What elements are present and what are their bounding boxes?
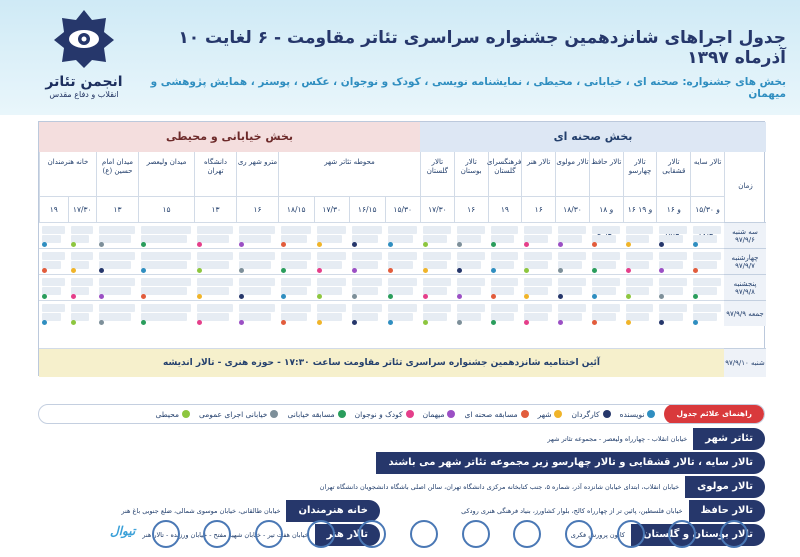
time-cell: ۱۷/۳۰ [420,196,454,222]
category-dot [71,268,76,273]
venue-header-street: میدان ولیعصر [138,152,194,196]
venue-header-street: خانه هنرمندان [39,152,96,196]
venue-address: خیابان طالقانی، خیابان موسوی شمالی، ضلع جنوبی باغ هنر [121,507,281,515]
performance-cell [626,278,654,286]
legend-marker-icon [603,410,611,418]
venue-row [35,476,765,498]
category-dot [491,294,496,299]
performance-cell [659,252,687,260]
performance-cell [281,226,311,234]
category-dot [423,242,428,247]
performance-cell [352,226,382,234]
category-dot [281,242,286,247]
performance-cell [99,252,135,260]
category-dot [239,242,244,247]
tiwall-logo: تیوال [110,524,136,538]
time-cell: ۱۶ [521,196,555,222]
performance-cell [592,304,620,312]
category-dot [71,320,76,325]
time-cell: ۱۵/۳۰ [385,196,421,222]
category-dot [281,268,286,273]
performance-cell [197,235,229,243]
time-label: زمان [724,152,766,222]
performance-cell [592,226,620,234]
performance-cell [317,252,347,260]
category-dot [352,242,357,247]
performance-cell [197,252,233,260]
venue-name: تئاتر شهر [693,428,765,450]
performance-cell [388,226,418,234]
sponsor-logo-icon [668,520,696,548]
category-dot [239,294,244,299]
category-dot [197,242,202,247]
venue-header-stage: فرهنگسرای گلستان [488,152,522,196]
performance-cell [141,235,187,243]
venue-address: خیابان انقلاب - چهارراه ولیعصر - مجموعه تئاتر شهر [547,435,688,443]
venue-header-street: میدان امام حسین (ع) [96,152,138,196]
category-dot [71,294,76,299]
day-label: شنبه ۹۷/۹/۱۰ [724,348,766,377]
category-dot [352,268,357,273]
performance-cell [693,304,721,312]
venue-name: تالار بوستان و گلستان [631,524,765,546]
time-cell: ۱۸ و [589,196,623,222]
legend-title: راهنمای علائم جدول [664,404,764,424]
performance-cell [239,278,275,286]
category-dot [388,294,393,299]
category-dot [42,294,47,299]
performance-cell [659,278,687,286]
day-label: سه شنبه ۹۷/۹/۶ [724,222,766,248]
page-title: جدول اجراهای شانزدهمین جشنواره سراسری تئاتر مقاومت - ۶ لغایت ۱۰ آذرماه ۱۳۹۷ [178,28,786,68]
category-dot [423,268,428,273]
performance-cell [558,278,586,286]
category-dot [239,268,244,273]
time-cell: ۱۶ [454,196,488,222]
legend-label: نویسنده [619,409,645,419]
category-dot [317,268,322,273]
time-cell: ۱۶ و [656,196,690,222]
category-dot [592,268,597,273]
performance-cell [457,226,485,234]
category-dot [239,320,244,325]
schedule-table [38,121,765,376]
category-dot [197,320,202,325]
performance-cell [281,278,311,286]
category-dot [491,242,496,247]
performance-cell [388,278,418,286]
performance-cell [197,278,233,286]
performance-cell [141,226,191,234]
legend-marker-icon [447,410,455,418]
venue-header-street: مترو شهر ری [236,152,278,196]
category-dot [352,294,357,299]
legend-item [423,410,456,419]
performance-cell [558,252,586,260]
performance-cell [99,287,131,295]
performance-cell [491,252,519,260]
theatre-emblem-icon [52,8,116,68]
time-cell: ۱۷/۳۰ [314,196,350,222]
venue-name: تالار مولوی [685,476,765,498]
performance-cell [423,278,451,286]
time-cell: ۱۵/۳۰ و [690,196,724,222]
legend-label: کودک و نوجوان [354,409,403,419]
performance-cell [99,278,135,286]
legend-marker-icon [521,410,529,418]
venue-address: کانون پرورش فکری [570,531,625,539]
time-cell: ۱۸/۳۰ [555,196,589,222]
legend-item [464,410,528,419]
performance-cell [99,313,131,321]
legend-label: میهمان [422,409,445,419]
performance-cell [423,252,451,260]
legend-item [538,410,563,419]
performance-cell [491,226,519,234]
category-dot [317,320,322,325]
legend-marker-icon [270,410,278,418]
sponsor-logo-icon [203,520,231,548]
performance-cell [693,226,721,234]
legend-item [620,410,656,419]
category-dot [457,320,462,325]
legend-label: خیابانی اجرای عمومی [199,409,268,419]
legend-item [155,410,190,419]
performance-cell [141,278,191,286]
sponsor-logo-icon [462,520,490,548]
legend-label: کارگردان [571,409,600,419]
venue-header-stage: تالار حافظ [589,152,623,196]
performance-cell [71,304,94,312]
category-dot [592,242,597,247]
legend-label: مسابقه صحنه ای [464,409,518,419]
legend-marker-icon [338,410,346,418]
category-dot [71,242,76,247]
venue-header-street: محوطه تئاتر شهر [278,152,420,196]
org-name: انجمن تئاتر [45,74,123,90]
sponsor-logo-icon [513,520,541,548]
venue-row [385,428,765,450]
group-street-header: بخش خیابانی و محیطی [39,122,420,152]
performance-cell [281,252,311,260]
header-banner [0,0,800,115]
category-dot [626,268,631,273]
legend-marker-icon [647,410,655,418]
time-cell: ۱۵ [138,196,194,222]
sponsor-logo-icon [565,520,593,548]
category-dot [197,294,202,299]
category-dot [42,320,47,325]
venue-header-stage: تالار هنر [521,152,555,196]
performance-cell [317,278,347,286]
performance-cell [99,235,131,243]
performance-cell [317,226,347,234]
performance-cell [352,252,382,260]
performance-cell [281,304,311,312]
performance-cell [558,304,586,312]
performance-cell [524,252,552,260]
venue-name: تالار حافظ [689,500,765,522]
category-dot [99,242,104,247]
performance-cell [42,252,65,260]
festival-sections: بخش های جشنواره: صحنه ای ، خیابانی ، محیطی ، نمایشنامه نویسی ، کودک و نوجوان ، عکس ، پوستر ، همایش پژوهشی و میهمان [150,76,786,100]
performance-cell [352,278,382,286]
performance-cell [99,304,135,312]
performance-cell [71,226,94,234]
venue-header-stage: تالار سایه [690,152,724,196]
closing-ceremony-row: آئین اختتامیه شانزدهمین جشنواره سراسری تئاتر مقاومت ساعت ۱۷:۳۰ - حوزه هنری - تالار اندیشه [39,348,724,377]
performance-cell [693,278,721,286]
sponsor-logo-icon [152,520,180,548]
category-dot [141,294,146,299]
performance-cell [524,226,552,234]
performance-cell [197,304,233,312]
performance-cell [71,278,94,286]
performance-cell [491,278,519,286]
category-dot [141,320,146,325]
performance-cell [388,304,418,312]
category-dot [626,242,631,247]
day-label: چهارشنبه ۹۷/۹/۷ [724,248,766,274]
performance-cell [317,304,347,312]
legend-marker-icon [182,410,190,418]
performance-cell [659,226,687,234]
category-dot [457,294,462,299]
category-dot [42,268,47,273]
category-dot [197,268,202,273]
performance-cell [659,304,687,312]
category-dot [423,294,428,299]
time-cell: ۱۹ [488,196,522,222]
time-cell: ۱۶ [236,196,278,222]
performance-cell [693,252,721,260]
category-dot [99,294,104,299]
venue-header-stage: تالار گلستان [420,152,454,196]
category-dot [281,294,286,299]
category-dot [352,320,357,325]
performance-cell [141,287,187,295]
performance-cell [626,304,654,312]
category-dot [141,242,146,247]
performance-cell [524,304,552,312]
time-cell: ۱۸/۱۵ [278,196,314,222]
category-dot [592,294,597,299]
sponsor-logo-icon [720,520,748,548]
performance-cell [457,252,485,260]
performance-cell [239,287,271,295]
venue-name: خانه هنرمندان [286,500,380,522]
group-stage-header: بخش صحنه ای [420,122,766,152]
performance-cell [42,304,65,312]
performance-cell [239,313,271,321]
venue-row [35,452,765,474]
performance-cell [558,226,586,234]
legend-marker-icon [406,410,414,418]
performance-cell [626,252,654,260]
category-dot [388,320,393,325]
performance-cell [197,313,229,321]
sponsor-logo-icon [617,520,645,548]
venue-name: تالار هنر [315,524,380,546]
performance-cell [197,261,229,269]
performance-cell [239,235,271,243]
performance-cell [423,304,451,312]
category-dot [592,320,597,325]
category-dot [317,294,322,299]
performance-cell [239,304,275,312]
category-dot [99,320,104,325]
sponsor-logo-icon [255,520,283,548]
category-dot [626,294,631,299]
category-dot [388,268,393,273]
venue-header-stage: تالار قشقایی [656,152,690,196]
legend-item [287,410,345,419]
time-cell: ۱۳ [96,196,138,222]
performance-cell [457,278,485,286]
legend-bar [38,404,765,424]
performance-cell [141,252,191,260]
performance-cell [457,304,485,312]
category-dot [491,320,496,325]
performance-cell [141,313,187,321]
category-dot [141,268,146,273]
venue-address: خیابان انقلاب، ابتدای خیابان شانزده آذر، شماره ۵، جنب کتابخانه مرکزی دانشگاه تهران، سالن اصلی باشگاه دانشجویان دانشگاه تهران [319,483,680,491]
time-cell: ۱۶/۱۵ [349,196,385,222]
category-dot [99,268,104,273]
performance-cell [524,278,552,286]
sponsor-logos [140,518,760,550]
performance-cell [99,261,131,269]
performance-cell [197,226,233,234]
legend-label: مسابقه خیابانی [287,409,335,419]
sponsor-logo-icon [358,520,386,548]
category-dot [491,268,496,273]
category-dot [626,320,631,325]
performance-cell [491,304,519,312]
venue-header-street: دانشگاه تهران [194,152,236,196]
venue-header-stage: تالار چهارسو [623,152,657,196]
category-dot [281,320,286,325]
performance-cell [71,252,94,260]
venue-name: تالار سایه ، تالار قشقایی و تالار چهارسو زیر مجموعه تئاتر شهر می باشند [376,452,765,474]
org-subtitle: انقلاب و دفاع مقدس [49,90,119,99]
performance-cell [197,287,229,295]
venue-header-stage: تالار مولوی [555,152,589,196]
time-cell: ۱۷/۳۰ [68,196,97,222]
performance-cell [42,278,65,286]
legend-item [199,410,278,419]
legend-item [571,410,610,419]
performance-cell [626,226,654,234]
category-dot [42,242,47,247]
category-dot [317,242,322,247]
performance-cell [42,226,65,234]
category-dot [423,320,428,325]
category-dot [457,268,462,273]
day-label: جمعه ۹۷/۹/۹ [724,300,766,326]
sponsor-logo-icon [410,520,438,548]
legend-item [355,410,414,419]
time-cell: ۱۹ [39,196,68,222]
performance-cell [141,261,187,269]
performance-cell [352,304,382,312]
performance-cell [592,278,620,286]
venue-address: خیابان هفت تیر - خیابان شهید مفتح - خیابان ورزنده - تالار هنر [142,531,309,539]
category-dot [457,242,462,247]
legend-label: محیطی [155,409,180,419]
performance-cell [239,261,271,269]
category-dot [388,242,393,247]
legend-marker-icon [554,410,562,418]
venue-header-stage: تالار بوستان [454,152,488,196]
performance-cell [388,252,418,260]
sponsor-logo-icon [307,520,335,548]
day-label: پنجشنبه ۹۷/۹/۸ [724,274,766,300]
performance-cell [239,252,275,260]
legend-label: شهر [537,409,552,419]
performance-cell [239,226,275,234]
performance-cell [423,226,451,234]
performance-cell [99,226,135,234]
performance-cell [141,304,191,312]
org-logo [36,8,132,108]
time-cell: ۱۶ و ۱۹ [623,196,657,222]
venue-address: خیابان فلسطین، پائین تر از چهارراه کالج، بلوار کشاورز، بنیاد فرهنگی هنری رودکی [461,507,683,515]
performance-cell [592,252,620,260]
time-cell: ۱۳ [194,196,236,222]
